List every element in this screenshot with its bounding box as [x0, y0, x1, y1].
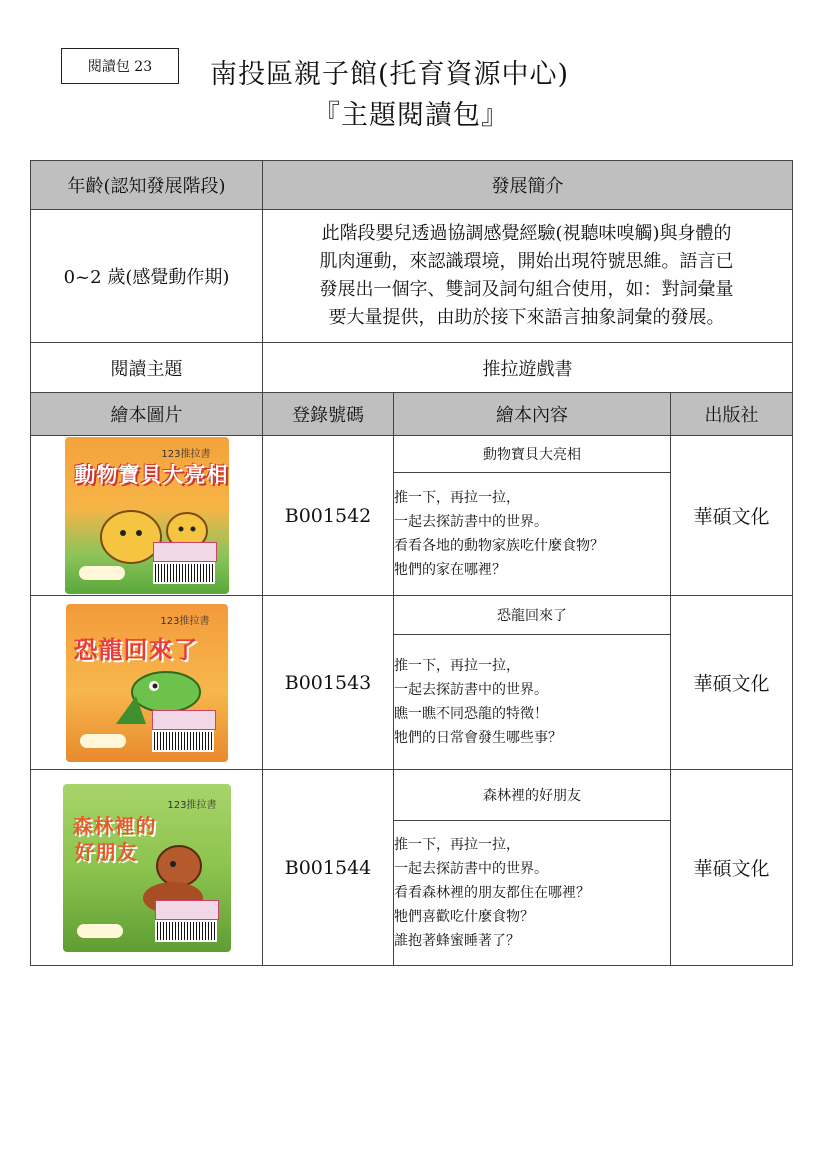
- theme-value: 推拉遊戲書: [263, 343, 793, 393]
- cover-barcode: [152, 730, 214, 752]
- desc-line: 推一下，再拉一拉，: [394, 837, 520, 853]
- intro-line: 肌肉運動，來認識環境，開始出現符號思維。語言已: [319, 251, 734, 272]
- desc-line: 看看森林裡的朋友都住在哪裡？: [394, 885, 590, 901]
- book-description: [394, 635, 671, 770]
- book-title: 恐龍回來了: [394, 596, 671, 635]
- book-cover-image: [63, 784, 231, 952]
- age-header: 年齡(認知發展階段): [31, 161, 263, 210]
- desc-line: 牠們的家在哪裡？: [394, 562, 506, 578]
- intro-line: 發展出一個字、雙詞及詞句組合使用，如：對詞彙量: [319, 279, 734, 300]
- desc-line: 推一下，再拉一拉，: [394, 490, 520, 506]
- code-header: 登錄號碼: [263, 393, 394, 436]
- book-description: [394, 821, 671, 966]
- book-title: 森林裡的好朋友: [394, 770, 671, 821]
- cover-title: 森林裡的: [72, 813, 157, 838]
- book-description: [394, 473, 671, 596]
- cover-pull-tab: [79, 566, 125, 580]
- publisher-header: 出版社: [671, 393, 793, 436]
- cover-library-sticker: [155, 900, 219, 920]
- cover-barcode: [155, 920, 217, 942]
- pack-label: 閱讀包 23: [61, 48, 179, 84]
- desc-line: 一起去探訪書中的世界。: [394, 514, 548, 530]
- theme-label: 閱讀主題: [31, 343, 263, 393]
- desc-line: 誰抱著蜂蜜睡著了？: [394, 933, 520, 949]
- age-value: 0~2 歲(感覺動作期): [31, 210, 263, 343]
- cover-library-sticker: [152, 710, 216, 730]
- book-code: B001544: [263, 770, 394, 966]
- development-intro: [263, 210, 793, 343]
- cover-pull-tab: [77, 924, 123, 938]
- cover-series-label: 123推拉書: [167, 799, 217, 811]
- cover-title: 恐龍回來了: [73, 635, 199, 664]
- book-cover-cell: [31, 770, 263, 966]
- intro-line: 要大量提供，由助於接下來語言抽象詞彙的發展。: [328, 307, 725, 328]
- desc-line: 牠們的日常會發生哪些事？: [394, 730, 562, 746]
- cover-pull-tab: [80, 734, 126, 748]
- cover-barcode: [153, 562, 215, 584]
- book-cover-cell: [31, 596, 263, 770]
- cover-series-label: 123推拉書: [161, 449, 211, 460]
- page-subtitle: 『主題閱讀包』: [313, 100, 509, 131]
- desc-line: 瞧一瞧不同恐龍的特徵！: [394, 706, 548, 722]
- cover-library-sticker: [153, 542, 217, 562]
- cover-series-label: 123推拉書: [160, 615, 210, 627]
- intro-header: 發展簡介: [263, 161, 793, 210]
- desc-line: 一起去探訪書中的世界。: [394, 682, 548, 698]
- cover-title: 好朋友: [74, 839, 138, 864]
- book-publisher: 華碩文化: [671, 596, 793, 770]
- desc-line: 推一下，再拉一拉，: [394, 658, 520, 674]
- desc-line: 看看各地的動物家族吃什麼食物？: [394, 538, 604, 554]
- book-publisher: 華碩文化: [671, 436, 793, 596]
- desc-line: 一起去探訪書中的世界。: [394, 861, 548, 877]
- desc-line: 牠們喜歡吃什麼食物？: [394, 909, 534, 925]
- image-header: 繪本圖片: [31, 393, 263, 436]
- book-cover-image: [65, 437, 229, 594]
- book-cover-cell: [31, 436, 263, 596]
- book-code: B001542: [263, 436, 394, 596]
- book-publisher: 華碩文化: [671, 770, 793, 966]
- book-title: 動物寶貝大亮相: [394, 436, 671, 473]
- book-code: B001543: [263, 596, 394, 770]
- content-header: 繪本內容: [394, 393, 671, 436]
- book-cover-image: [66, 604, 228, 762]
- intro-line: 此階段嬰兒透過協調感覺經驗(視聽味嗅觸)與身體的: [321, 223, 732, 244]
- page-title: 南投區親子館(托育資源中心): [210, 59, 570, 90]
- cover-title: 動物寶貝大亮相: [74, 463, 229, 487]
- reading-pack-table: [30, 160, 793, 966]
